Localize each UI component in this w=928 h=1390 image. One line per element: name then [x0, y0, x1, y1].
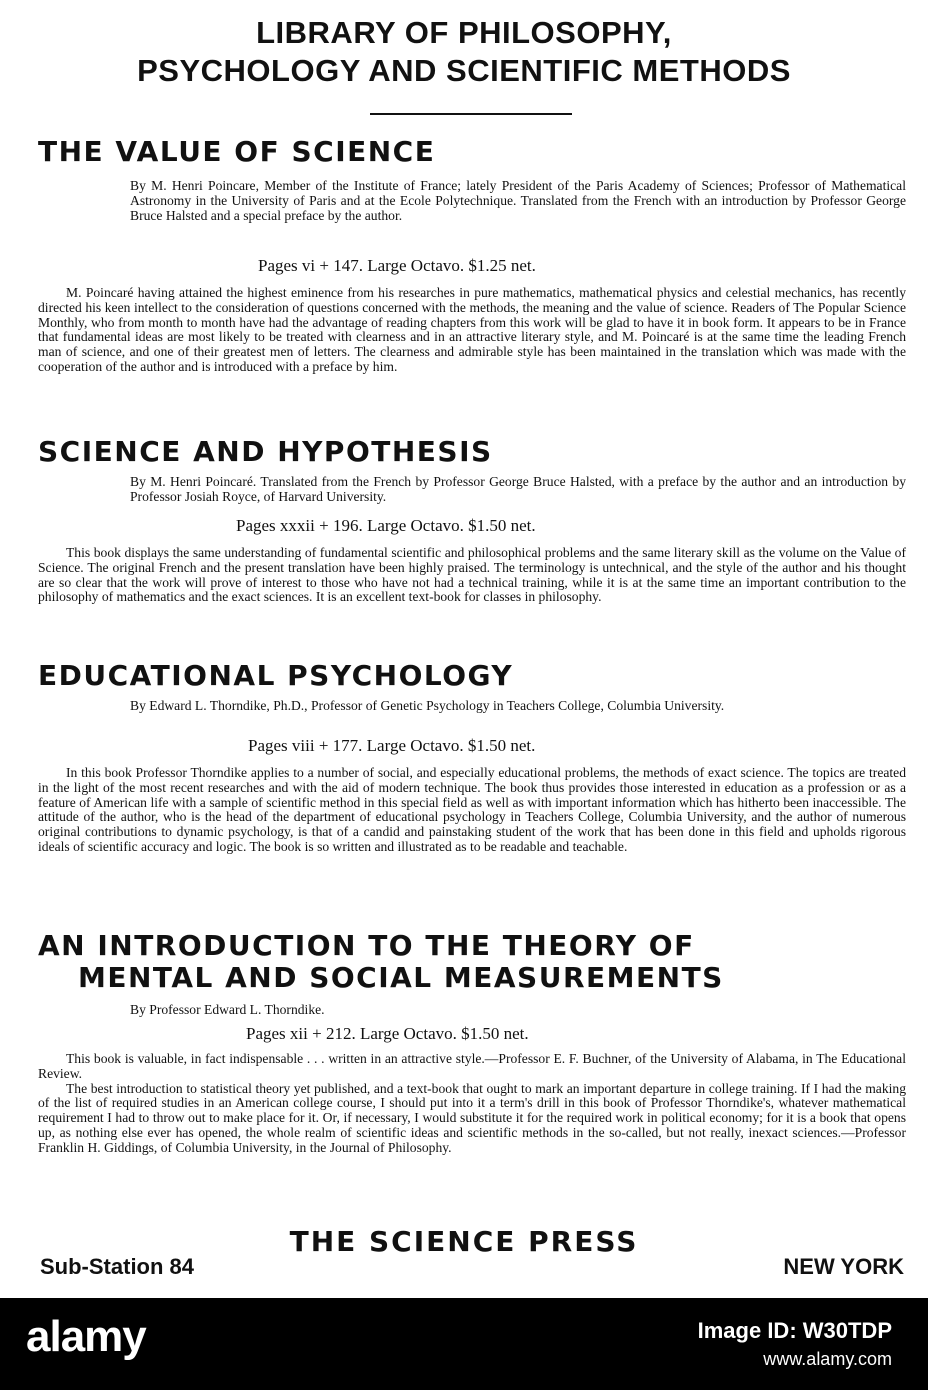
header-divider: [370, 113, 572, 115]
review-giddings: The best introduction to statistical theory yet published, and a text-book that ought to mark an important departure in college training. If I had the making of the list of required studies in an American college course, I should put into it a term's drill in this book of Professor Thorndike's, whatever mathematical requirement I had to throw out to make place for it. Or, if necessary, I would substitute it for the required work in political economy; for it is a book that opens up, as nothing else ever has opened, the whole realm of scientific ideas and scientific methods in the so-called, but not really, inexact sciences.—Professor Franklin H. Giddings, of Columbia University, in the Journal of Philosophy.: [38, 1080, 906, 1155]
byline-value-of-science: By M. Henri Poincare, Member of the Institute of France; lately President of the Paris Academy of Sciences; Professor of Mathematical Astronomy in the University of Paris and at the Ecole Polytechnique. Translated from the French with an introduction by Professor George Bruce Halsted and a special preface by the author.: [130, 178, 906, 223]
image-id-label: Image ID: W30TDP: [697, 1318, 892, 1343]
book-title-value-of-science: THE VALUE OF SCIENCE: [38, 135, 436, 168]
watermark-url: www.alamy.com: [763, 1349, 892, 1369]
pages-science-and-hypothesis: Pages xxxii + 196. Large Octavo. $1.50 net.: [236, 516, 536, 535]
publisher-city: NEW YORK: [783, 1254, 904, 1279]
description-science-and-hypothesis: [38, 546, 906, 605]
header-line-2: PSYCHOLOGY AND SCIENTIFIC METHODS: [137, 53, 791, 88]
byline-mental-social-measurements: By Professor Edward L. Thorndike.: [130, 1002, 325, 1017]
book-title-educational-psychology: EDUCATIONAL PSYCHOLOGY: [38, 659, 514, 692]
pages-mental-social-measurements: Pages xii + 212. Large Octavo. $1.50 net.: [246, 1024, 529, 1043]
description-paragraph: M. Poincaré having attained the highest eminence from his researches in pure mathematics, mathematical physics and celestial mechanics, has recently directed his keen intellect to the consideration of questions concerned with the methods, the meaning and the value of science. Readers of The Popular Science Monthly, who from month to month have had the advantage of reading chapters from this work will be glad to have it in book form. It appears to be in France that fundamental ideas are most likely to be treated with clearness and in an attractive literary style, and M. Poincaré is at the same time the leading French man of science, and one of their greatest men of letters. The clearness and admirable style has been maintained in the translation which was made with the cooperation of the author and is introduced with a preface by him.: [38, 285, 906, 374]
book-title-science-and-hypothesis: SCIENCE AND HYPOTHESIS: [38, 435, 493, 468]
byline-educational-psychology: By Edward L. Thorndike, Ph.D., Professor of Genetic Psychology in Teachers College, Columbia University.: [130, 698, 725, 713]
book-title-introduction-theory: AN INTRODUCTION TO THE THEORY OF: [38, 929, 695, 962]
byline-science-and-hypothesis: By M. Henri Poincaré. Translated from the French by Professor George Bruce Halsted, with a preface by the author and an introduction by Professor Josiah Royce, of Harvard University.: [130, 474, 906, 504]
alamy-logo: alamy: [26, 1312, 146, 1361]
pages-educational-psychology: Pages viii + 177. Large Octavo. $1.50 net.: [248, 736, 536, 755]
book-title-mental-social-measurements: MENTAL AND SOCIAL MEASUREMENTS: [78, 961, 724, 994]
review-buchner: This book is valuable, in fact indispensable . . . written in an attractive style.—Professor E. F. Buchner, of the University of Alabama, in The Educational Review.: [38, 1051, 906, 1081]
page-header: [0, 14, 928, 90]
pages-value-of-science: Pages vi + 147. Large Octavo. $1.25 net.: [258, 256, 536, 275]
publisher-substation: Sub-Station 84: [40, 1254, 195, 1279]
header-line-1: LIBRARY OF PHILOSOPHY,: [256, 15, 672, 50]
description-educational-psychology: [38, 766, 906, 855]
description-value-of-science: [38, 286, 906, 375]
description-paragraph: This book displays the same understanding of fundamental scientific and philosophical problems and the same literary skill as the volume on the Value of Science. The original French and the present translation have been highly praised. The terminology is untechnical, and the style of the author and his thought are so clear that the work will prove of interest to those who have not had a technical training, while it is at the same time an important contribution to the philosophy of mathematics and the exact sciences. It is an excellent text-book for classes in philosophy.: [38, 545, 906, 605]
publisher-name: THE SCIENCE PRESS: [289, 1225, 639, 1258]
description-paragraph: In this book Professor Thorndike applies to a number of social, and especially educational problems, the methods of exact science. The topics are treated in the light of the most recent researches and with the aid of modern technique. The book thus provides those interested in education as a profession or as a feature of American life with a sample of scientific method in this special field as well as with important information which has hitherto been inaccessible. The attitude of the author, who is the head of the department of educational psychology in Teachers College, Columbia University, and the author of numerous original contributions to dynamic psychology, is that of a candid and painstaking student of the work that has been done in this field and upholds rigorous ideals of scientific accuracy and logic. The book is so written and illustrated as to be readable and teachable.: [38, 765, 906, 854]
description-mental-social-measurements: [38, 1052, 906, 1156]
